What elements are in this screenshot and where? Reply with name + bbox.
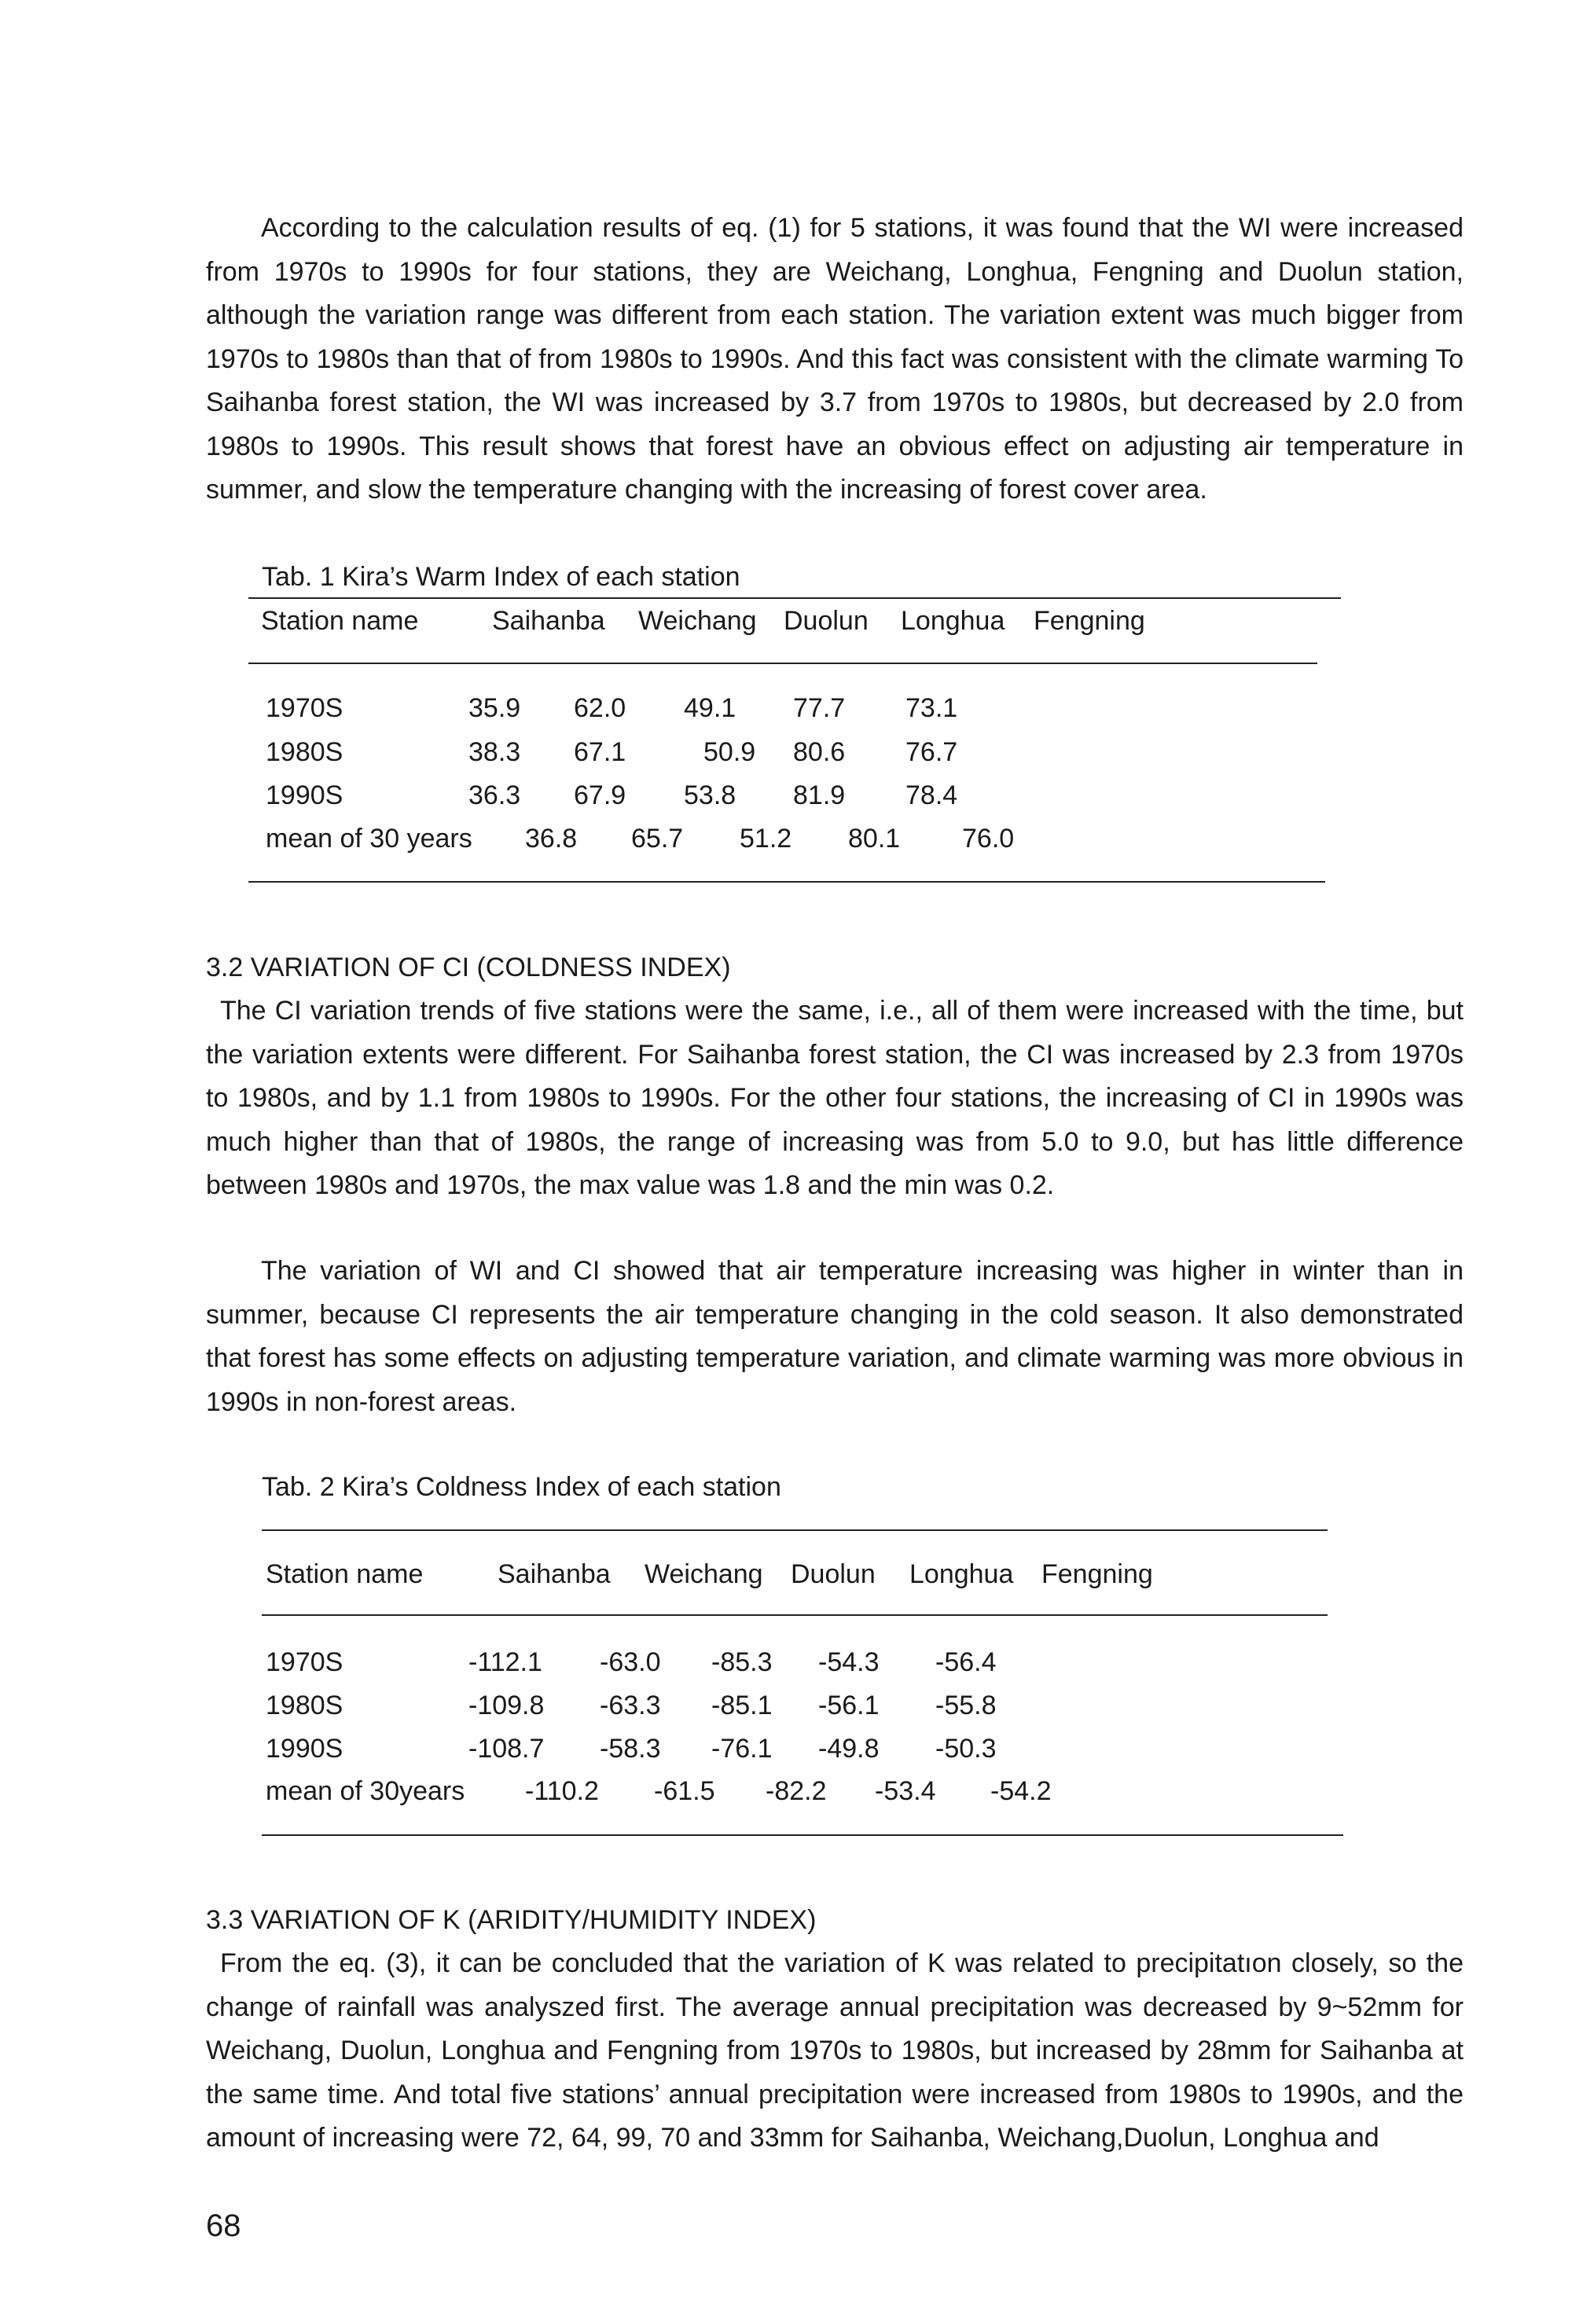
- table1-header-duolun: Duolun: [784, 606, 869, 636]
- table1-cell: 51.2: [740, 824, 792, 854]
- table2-cell: -76.1: [711, 1734, 773, 1764]
- table2-header-station: Station name: [266, 1559, 424, 1589]
- table1-cell: 73.1: [905, 693, 958, 723]
- table2-cell: -53.4: [875, 1776, 936, 1806]
- table2-row-label: 1970S: [266, 1647, 343, 1677]
- table1-cell: 36.3: [468, 780, 521, 810]
- table1-cell: 35.9: [468, 693, 521, 723]
- table2-header-duolun: Duolun: [791, 1559, 876, 1589]
- table1-header-weichang: Weichang: [638, 606, 757, 636]
- table1-header-rule: [248, 663, 1317, 664]
- table1-cell: 49.1: [684, 693, 736, 723]
- table2-top-rule: [262, 1529, 1328, 1531]
- table1-row-label: mean of 30 years: [266, 824, 472, 854]
- table1-row-label: 1990S: [266, 780, 343, 810]
- table1-cell: 76.0: [962, 824, 1015, 854]
- table1-cell: 81.9: [793, 780, 846, 810]
- section-heading-3-2: 3.2 VARIATION OF CI (COLDNESS INDEX): [206, 953, 731, 982]
- table1-bottom-rule: [248, 881, 1325, 883]
- table2-header-weichang: Weichang: [645, 1559, 763, 1589]
- table1-cell: 76.7: [905, 737, 958, 767]
- table1-cell: 36.8: [525, 824, 578, 854]
- table1-header-station: Station name: [261, 606, 419, 636]
- table1-cell: 67.1: [574, 737, 626, 767]
- table2-cell: -54.2: [990, 1776, 1052, 1806]
- table1-cell: 77.7: [793, 693, 846, 723]
- table1-cell: 67.9: [574, 780, 626, 810]
- table1-top-rule: [248, 597, 1341, 599]
- table2-cell: -56.4: [935, 1647, 997, 1677]
- table1-cell: 38.3: [468, 737, 521, 767]
- table1-header-saihanba: Saihanba: [492, 606, 605, 636]
- table1-cell: 78.4: [905, 780, 958, 810]
- table2-cell: -50.3: [935, 1734, 997, 1764]
- table1-cell: 50.9: [703, 737, 756, 767]
- table1-cell: 80.1: [848, 824, 901, 854]
- table2-cell: -54.3: [818, 1647, 880, 1677]
- section-heading-3-3: 3.3 VARIATION OF K (ARIDITY/HUMIDITY INDEX): [206, 1905, 817, 1935]
- table2-cell: -112.1: [468, 1647, 542, 1677]
- table2-row-label: 1990S: [266, 1734, 343, 1764]
- paragraph-wi-ci-variation: The variation of WI and CI showed that air temperature increasing was higher in winter than in summer, because CI represents the air temperature changing in the cold season. It also demonstrated that forest has some effects on adjusting temperature variation, and climate warming was more obvious in 1990s in non-forest areas.: [206, 1256, 1464, 1417]
- table2-row-label: mean of 30years: [266, 1776, 465, 1806]
- table2-bottom-rule: [262, 1834, 1343, 1836]
- table2-cell: -58.3: [600, 1734, 661, 1764]
- table2-header-longhua: Longhua: [909, 1559, 1014, 1589]
- table1-cell: 80.6: [793, 737, 846, 767]
- table2-cell: -85.1: [711, 1691, 773, 1720]
- table2-cell: -63.3: [600, 1691, 661, 1720]
- table2-cell: -85.3: [711, 1647, 773, 1677]
- table2-cell: -55.8: [935, 1691, 997, 1720]
- table2-cell: -56.1: [818, 1691, 880, 1720]
- table2-header-fengning: Fengning: [1041, 1559, 1153, 1589]
- table1-header-longhua: Longhua: [901, 606, 1005, 636]
- table1-cell: 53.8: [684, 780, 736, 810]
- table2-caption: Tab. 2 Kira’s Coldness Index of each station: [262, 1472, 781, 1502]
- table2-cell: -82.2: [766, 1776, 827, 1806]
- table2-header-rule: [262, 1614, 1328, 1616]
- paragraph-wi-results: According to the calculation results of eq. (1) for 5 stations, it was found that the WI were increased from 1970s to 1990s for four stations, they are Weichang, Longhua, Fengning and Duolun station, although the variation range was different from each station. The variation extent was much bigger from 1970s to 1980s than that of from 1980s to 1990s. And this fact was consistent with the climate warming To Saihanba forest station, the WI was increased by 3.7 from 1970s to 1980s, but decreased by 2.0 from 1980s to 1990s. This result shows that forest have an obvious effect on adjusting air temperature in summer, and slow the temperature changing with the increasing of forest cover area.: [206, 213, 1464, 505]
- table1-row-label: 1980S: [266, 737, 343, 767]
- table1-cell: 65.7: [631, 824, 684, 854]
- paragraph-k-variation: From the eq. (3), it can be concluded that the variation of K was related to precipitatıon closely, so the change of rainfall was analyszed first. The average annual precipitation was decreased by 9~52mm for Weichang, Duolun, Longhua and Fengning from 1970s to 1980s, but increased by 28mm for Saihanba at the same time. And total five stations’ annual precipitation were increased from 1980s to 1990s, and the amount of increasing were 72, 64, 99, 70 and 33mm for Saihanba, Weichang,Duolun, Longhua and: [206, 1948, 1464, 2153]
- paragraph-ci-trends: The CI variation trends of five stations were the same, i.e., all of them were increased with the time, but the variation extents were different. For Saihanba forest station, the CI was increased by 2.3 from 1970s to 1980s, and by 1.1 from 1980s to 1990s. For the other four stations, the increasing of CI in 1990s was much higher than that of 1980s, the range of increasing was from 5.0 to 9.0, but has little difference between 1980s and 1970s, the max value was 1.8 and the min was 0.2.: [206, 996, 1464, 1200]
- table1-header-fengning: Fengning: [1034, 606, 1145, 636]
- table1-cell: 62.0: [574, 693, 626, 723]
- table2-header-saihanba: Saihanba: [498, 1559, 611, 1589]
- table2-cell: -61.5: [654, 1776, 715, 1806]
- page-number: 68: [206, 2208, 241, 2243]
- table2-row-label: 1980S: [266, 1691, 343, 1720]
- table2-cell: -49.8: [818, 1734, 880, 1764]
- table2-cell: -63.0: [600, 1647, 661, 1677]
- table1-caption: Tab. 1 Kira’s Warm Index of each station: [262, 562, 740, 592]
- table1-row-label: 1970S: [266, 693, 343, 723]
- table2-cell: -110.2: [525, 1776, 599, 1806]
- table2-cell: -108.7: [468, 1734, 545, 1764]
- table2-cell: -109.8: [468, 1691, 545, 1720]
